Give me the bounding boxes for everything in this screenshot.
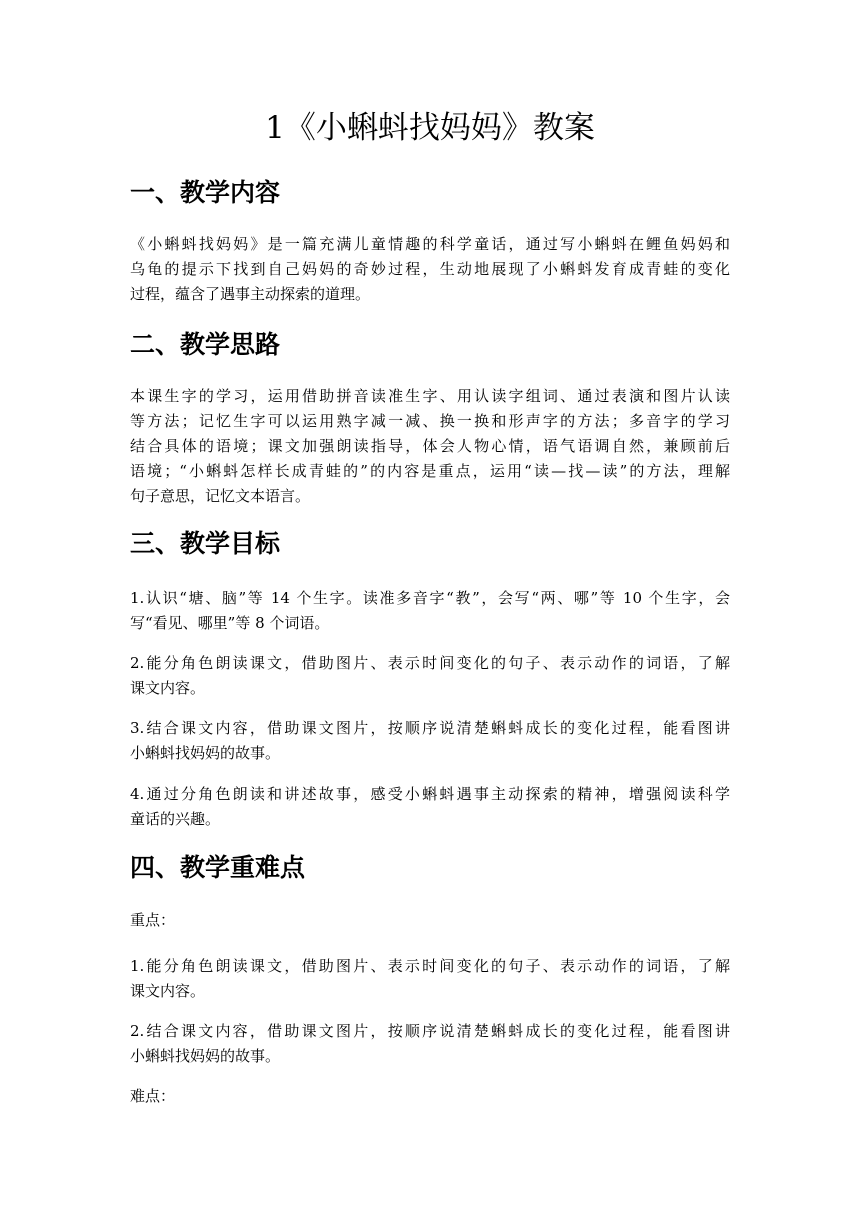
key-point-item (130, 1019, 730, 1069)
section-heading-content: 一、教学内容 (130, 178, 281, 207)
key-point-item (130, 954, 730, 1004)
paragraph-line: 2.结合课文内容，借助课文图片，按顺序说清楚蝌蚪成长的变化过程，能看图讲 (130, 1022, 730, 1040)
paragraph-line: 1.认识“塘、脑”等 14 个生字。读准多音字“教”，会写“两、哪”等 10 个生字，会 (130, 589, 730, 607)
paragraph-line: 过程，蕴含了遇事主动探索的道理。 (130, 285, 371, 303)
difficulties-label (130, 1084, 730, 1109)
paragraph-line: 3.结合课文内容，借助课文图片，按顺序说清楚蝌蚪成长的变化过程，能看图讲 (130, 719, 730, 737)
document-title: 1《小蝌蚪找妈妈》教案 (265, 110, 595, 146)
paragraph-line: 语境；“小蝌蚪怎样长成青蛙的”的内容是重点，运用“读—找—读”的方法，理解 (130, 462, 730, 480)
key-points-label (130, 908, 730, 933)
paragraph-line: 等方法；记忆生字可以运用熟字减一减、换一换和形声字的方法；多音字的学习 (130, 412, 730, 430)
goal-item (130, 782, 730, 832)
paragraph-line: 重点： (130, 911, 176, 929)
paragraph-line: 难点： (130, 1087, 176, 1105)
goal-item (130, 716, 730, 766)
section-heading-approach: 二、教学思路 (130, 330, 281, 359)
paragraph-line: 句子意思，记忆文本语言。 (130, 487, 311, 505)
paragraph-line: 本课生字的学习，运用借助拼音读准生字、用认读字组词、通过表演和图片认读 (130, 387, 730, 405)
paragraph-line: 乌龟的提示下找到自己妈妈的奇妙过程，生动地展现了小蝌蚪发育成青蛙的变化 (130, 260, 730, 278)
paragraph-line: 《小蝌蚪找妈妈》是一篇充满儿童情趣的科学童话，通过写小蝌蚪在鲤鱼妈妈和 (130, 235, 730, 253)
paragraph-line: 课文内容。 (130, 679, 206, 697)
paragraph-line: 4.通过分角色朗读和讲述故事，感受小蝌蚪遇事主动探索的精神，增强阅读科学 (130, 785, 730, 803)
section-heading-key-points: 四、教学重难点 (130, 853, 306, 882)
goal-item (130, 651, 730, 701)
paragraph-line: 写“看见、哪里”等 8 个词语。 (130, 614, 330, 632)
paragraph-line: 结合具体的语境；课文加强朗读指导，体会人物心情，语气语调自然，兼顾前后 (130, 437, 730, 455)
paragraph (130, 384, 730, 509)
paragraph-line: 小蝌蚪找妈妈的故事。 (130, 1047, 281, 1065)
paragraph-line: 2.能分角色朗读课文，借助图片、表示时间变化的句子、表示动作的词语，了解 (130, 654, 730, 672)
section-heading-goals: 三、教学目标 (130, 529, 281, 558)
paragraph (130, 232, 730, 307)
paragraph-line: 课文内容。 (130, 982, 206, 1000)
goal-item (130, 586, 730, 636)
paragraph-line: 童话的兴趣。 (130, 810, 221, 828)
paragraph-line: 小蝌蚪找妈妈的故事。 (130, 744, 281, 762)
paragraph-line: 1.能分角色朗读课文，借助图片、表示时间变化的句子、表示动作的词语，了解 (130, 957, 730, 975)
